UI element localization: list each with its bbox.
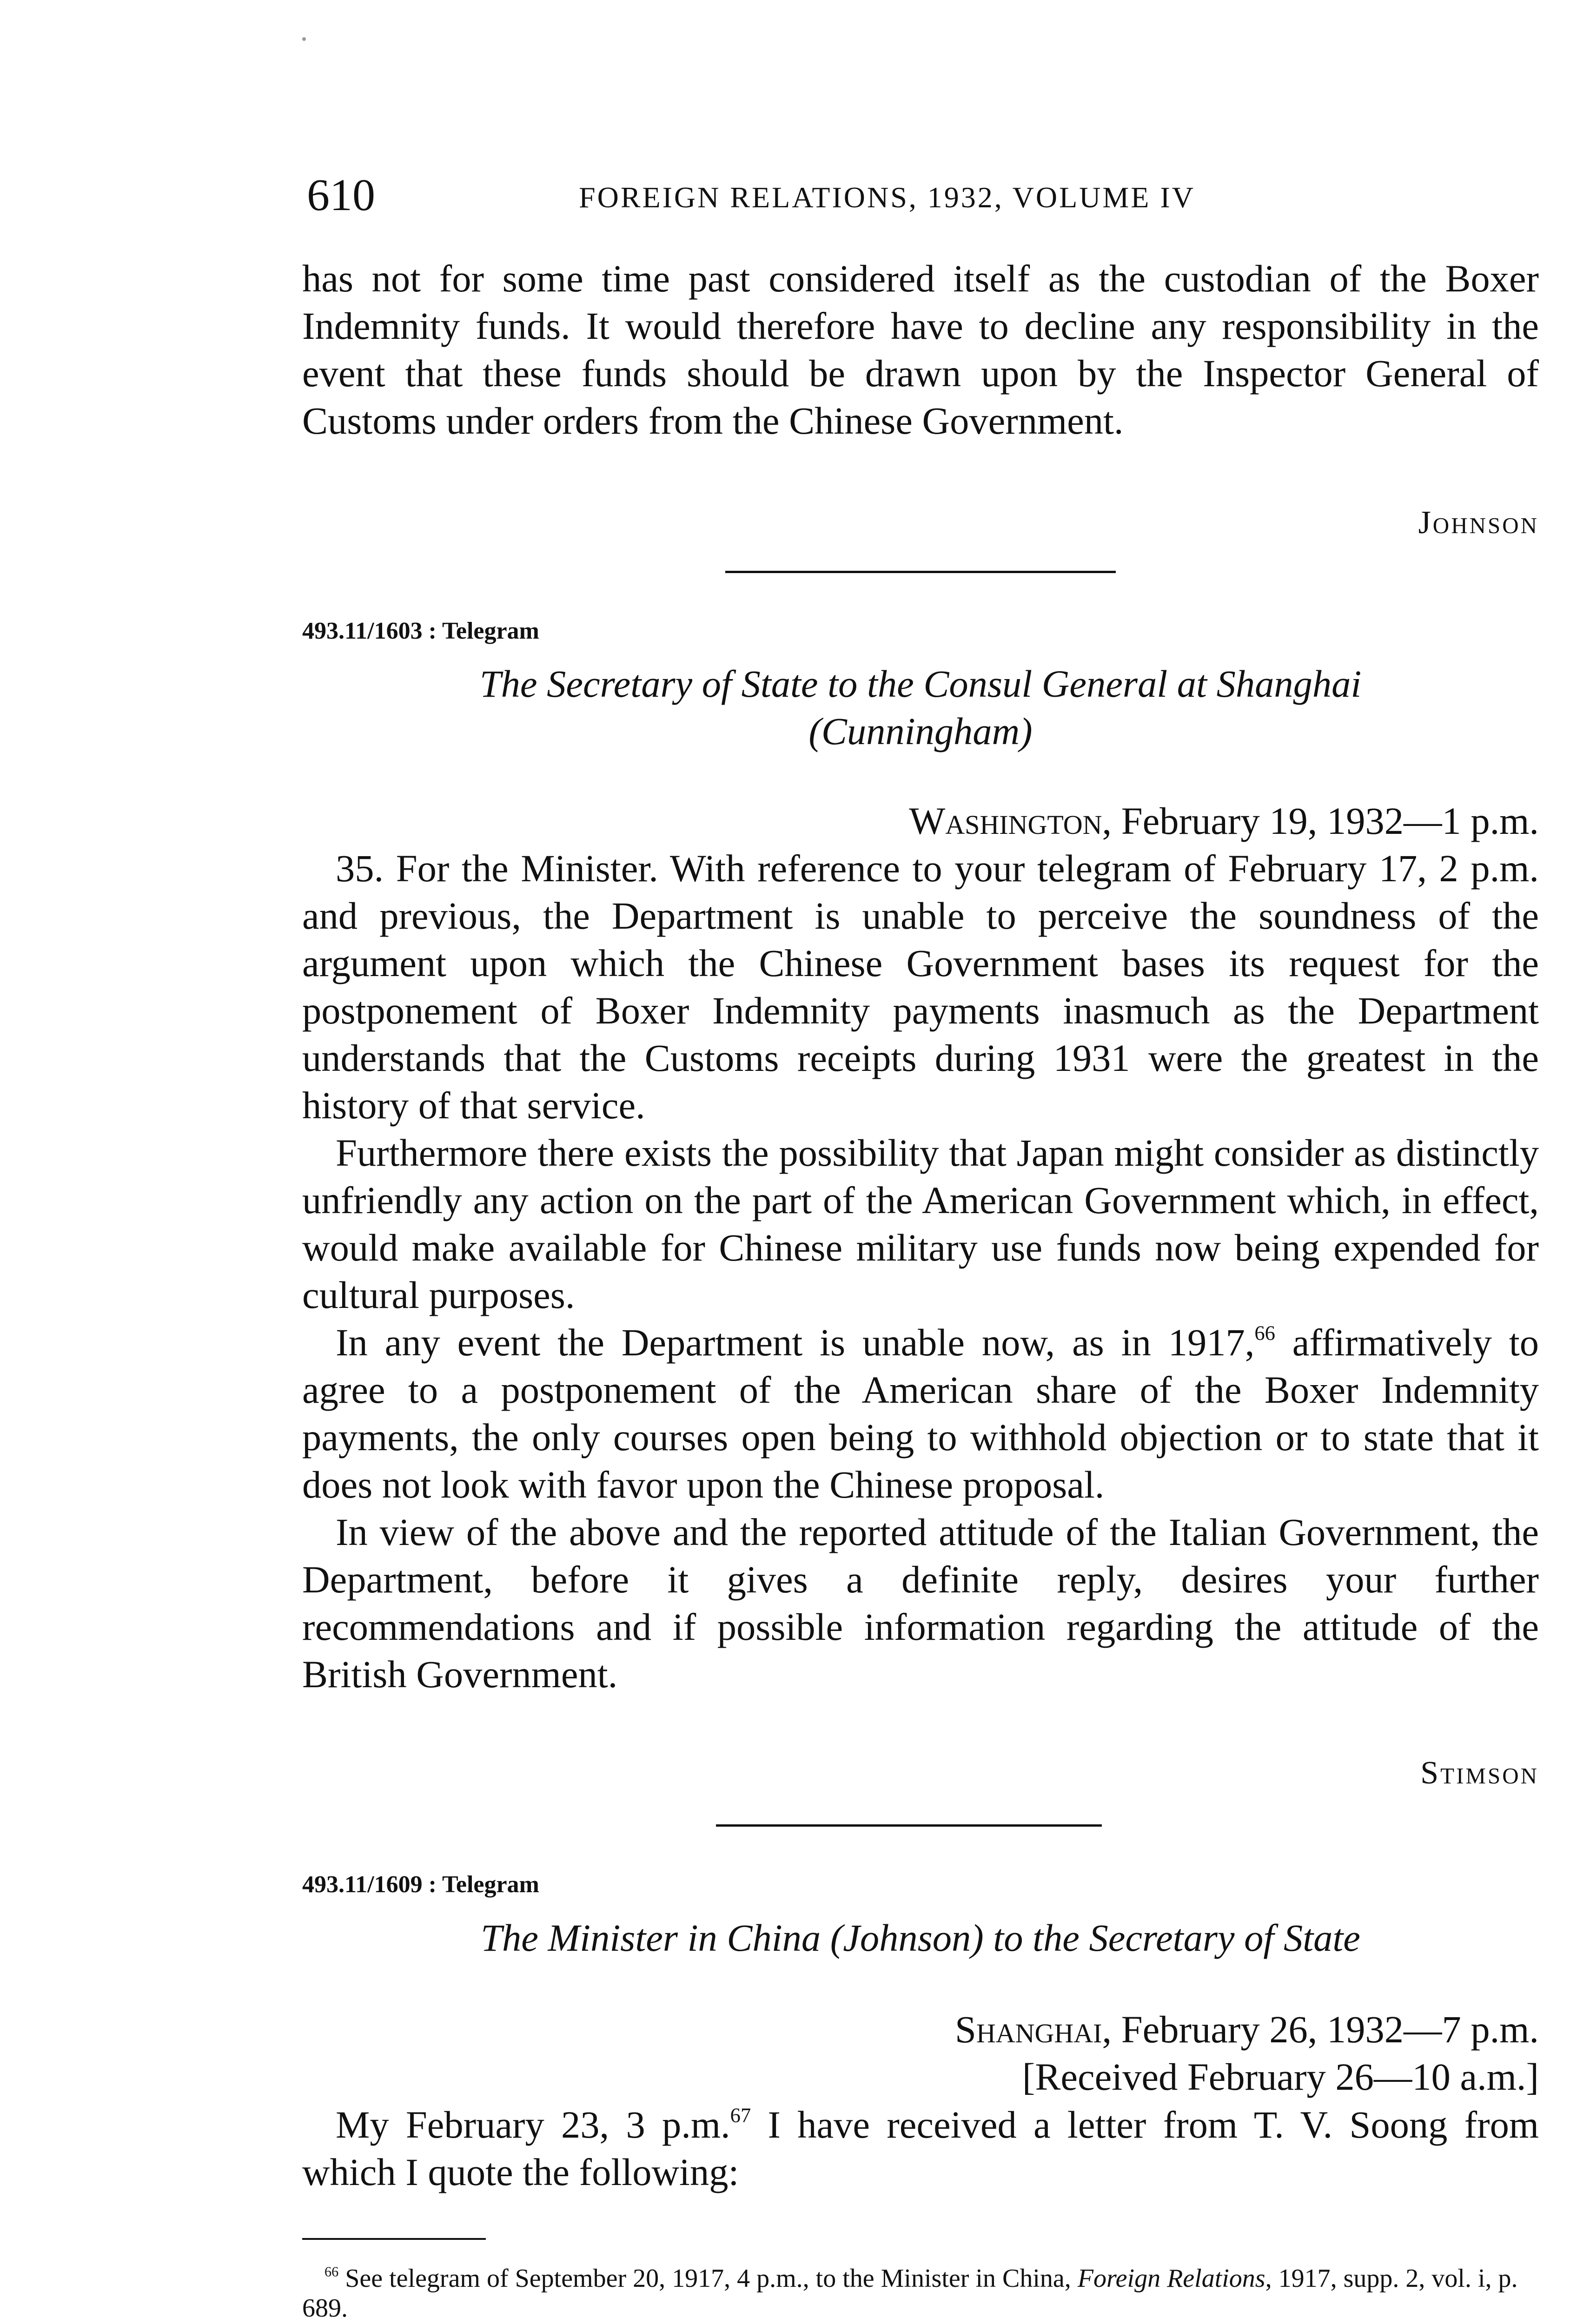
- signature-johnson: Johnson: [1418, 505, 1539, 541]
- footnote-divider: [302, 2238, 486, 2240]
- dateline-date: , February 26, 1932—7 p.m.: [1102, 2008, 1539, 2051]
- footnote-ref: 67: [730, 2103, 751, 2127]
- dateline-place: Washington: [909, 799, 1102, 842]
- scan-speck: [302, 37, 306, 41]
- paragraph-text: My February 23, 3 p.m.: [336, 2103, 730, 2146]
- received-line: [Received February 26—10 a.m.]: [1022, 2055, 1539, 2098]
- continuation-text: [302, 255, 1539, 444]
- footnote-text: , 1917, supp. 2, vol. i, p. 689.: [302, 2264, 1518, 2323]
- running-head: FOREIGN RELATIONS, 1932, VOLUME IV: [579, 181, 1195, 214]
- page-header: [307, 165, 1539, 225]
- telegram-body: [302, 845, 1539, 1698]
- body-paragraph: In view of the above and the reported attitude of the Italian Government, the Department, before it gives a definite reply, desires your further recommendations and if possible information regarding the attitude of the British Government.: [302, 1511, 1539, 1696]
- document-title-line: The Minister in China (Johnson) to the Secretary of State: [481, 1916, 1360, 1959]
- document-title-line: (Cunningham): [808, 710, 1033, 753]
- paragraph-text: In any event the Department is unable now, as in 1917,: [336, 1321, 1255, 1364]
- footnote-italic: Foreign Relations: [1077, 2264, 1265, 2293]
- section-divider: [716, 1824, 1102, 1827]
- dateline-line: [955, 2006, 1539, 2053]
- document-title-line: The Secretary of State to the Consul General at Shanghai: [479, 662, 1362, 705]
- paragraph-text: affirmatively to agree to a postponement of the American share of the Boxer Indemnity payments, the only courses open being to withhold objection or to state that it does not look with favor upon the Chinese proposal.: [302, 1321, 1539, 1506]
- dateline-date: , February 19, 1932—1 p.m.: [1102, 799, 1539, 842]
- dateline: [955, 2006, 1539, 2100]
- body-paragraph: [302, 2101, 1539, 2196]
- page-number: 610: [307, 170, 375, 220]
- dateline: [909, 797, 1539, 845]
- document-reference: 493.11/1609 : Telegram: [302, 1871, 539, 1898]
- footnotes: [302, 2264, 1539, 2324]
- document-title: [302, 660, 1539, 755]
- body-paragraph: Furthermore there exists the possibility that Japan might consider as distinctly unfriendly any action on the part of the American Government which, in effect, would make available for Chinese military use funds now being expended for cultural purposes.: [302, 1131, 1539, 1316]
- dateline-place: Shanghai: [954, 2008, 1102, 2051]
- body-paragraph: 35. For the Minister. With reference to your telegram of February 17, 2 p.m. and previous, the Department is unable to perceive the soundness of the argument upon which the Chinese Government bases its request for the postponement of Boxer Indemnity payments inasmuch as the Department understands that the Customs receipts during 1931 were the greatest in the history of that service.: [302, 847, 1539, 1127]
- signature-stimson: Stimson: [1420, 1755, 1539, 1791]
- telegram-body: [302, 2101, 1539, 2196]
- footnote-66: [302, 2264, 1539, 2323]
- document-reference: 493.11/1603 : Telegram: [302, 618, 539, 644]
- section-divider: [725, 571, 1116, 573]
- continuation-paragraph: has not for some time past considered itself as the custodian of the Boxer Indemnity funds. It would therefore have to decline any responsibility in the event that these funds should be drawn upon by the Inspector General of Customs under orders from the Chinese Government.: [302, 257, 1539, 442]
- paragraph-text: I have received a letter from T. V. Soong from which I quote the following:: [302, 2103, 1539, 2193]
- body-paragraph: [302, 1319, 1539, 1508]
- footnote-text: See telegram of September 20, 1917, 4 p.m., to the Minister in China,: [338, 2264, 1078, 2293]
- footnote-mark: 66: [325, 2264, 339, 2280]
- footnote-ref: 66: [1254, 1321, 1275, 1345]
- document-title: [302, 1914, 1539, 1961]
